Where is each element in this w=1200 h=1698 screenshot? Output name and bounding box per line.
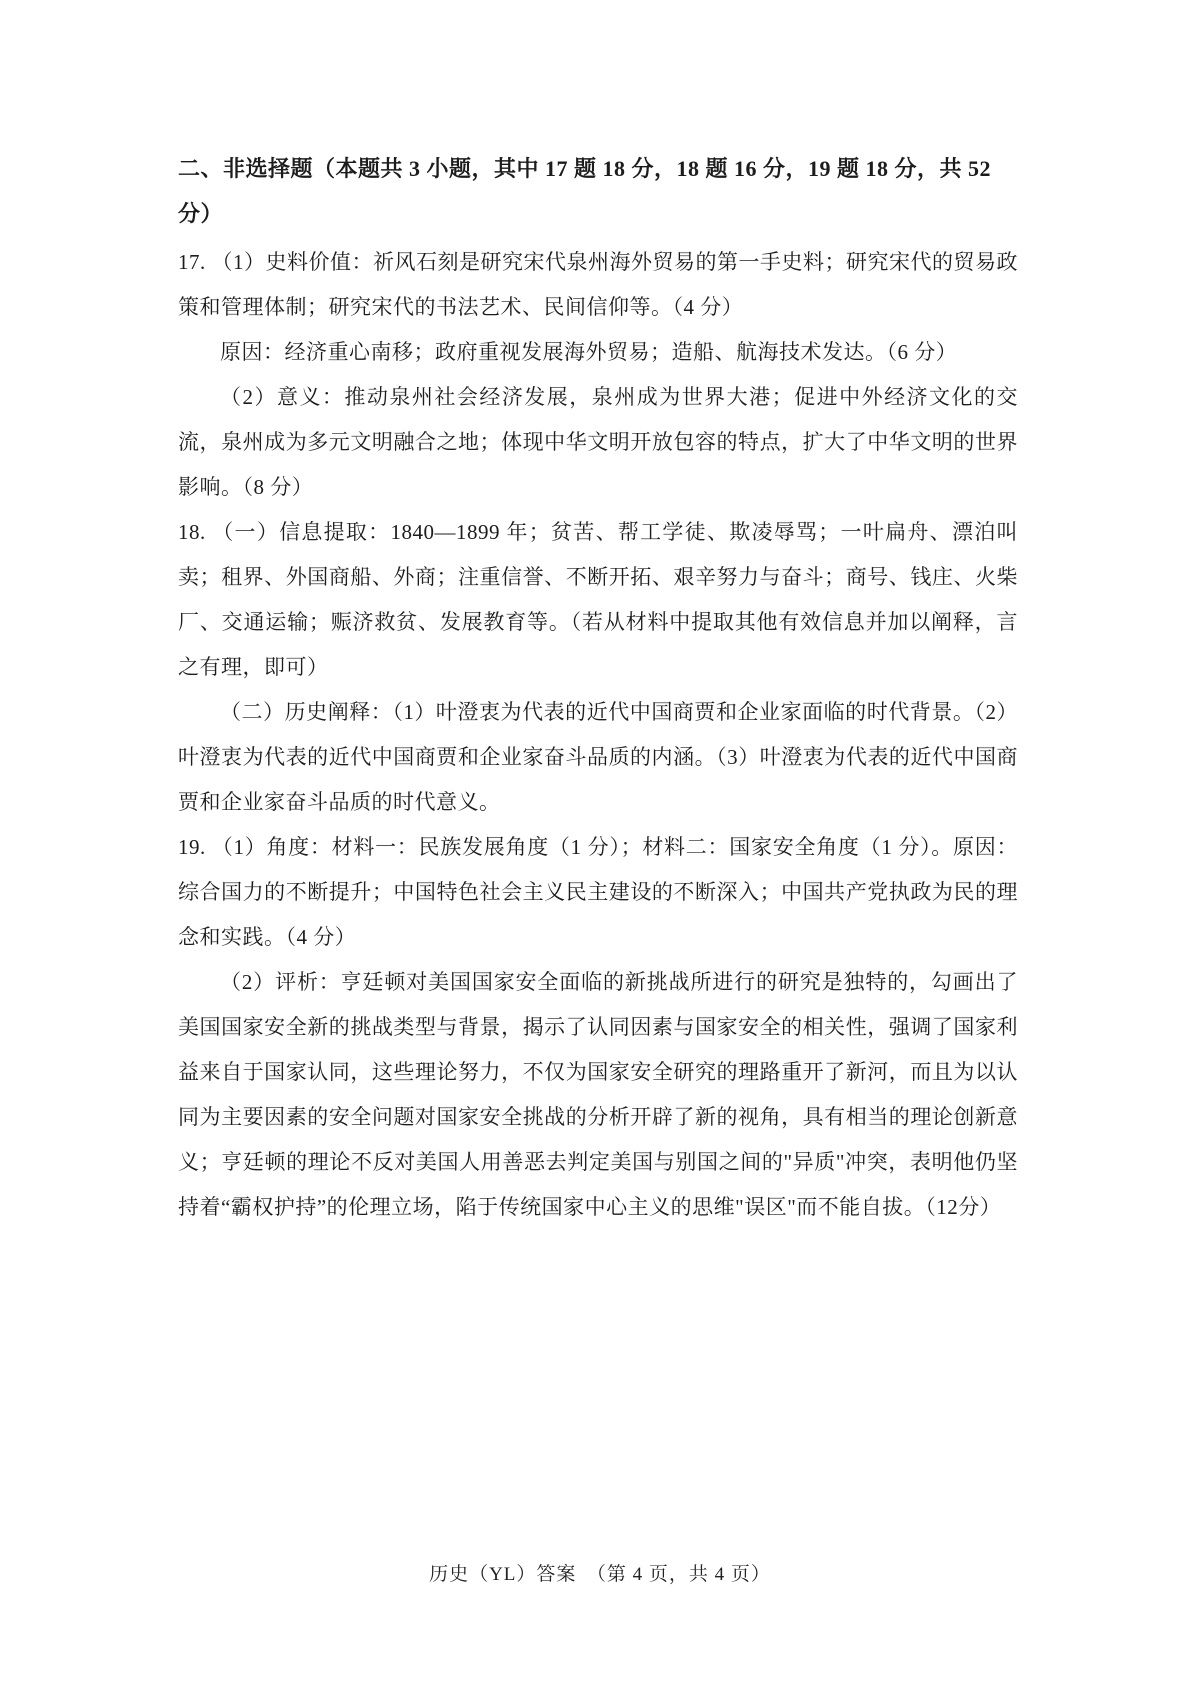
answer-paragraph-17-2: （2）意义：推动泉州社会经济发展，泉州成为世界大港；促进中外经济文化的交流，泉州成为多元文明融合之地；体现中华文明开放包容的特点，扩大了中华文明的世界影响。（8 分） bbox=[178, 385, 1018, 499]
answer-paragraph-18-2: （二）历史阐释：（1）叶澄衷为代表的近代中国商贾和企业家面临的时代背景。（2）叶澄衷为代表的近代中国商贾和企业家奋斗品质的内涵。（3）叶澄衷为代表的近代中国商贾和企业家奋斗品质的时代意义。 bbox=[178, 700, 1018, 814]
answer-paragraph-17-reason: 原因：经济重心南移；政府重视发展海外贸易；造船、航海技术发达。（6 分） bbox=[220, 340, 958, 364]
answer-content bbox=[178, 146, 1018, 1230]
answer-paragraph-19-1: 19. （1）角度：材料一：民族发展角度（1 分）；材料二：国家安全角度（1 分）。原因：综合国力的不断提升；中国特色社会主义民主建设的不断深入；中国共产党执政为民的理念和实践。（4 分） bbox=[178, 835, 1018, 949]
section-heading: 二、非选择题（本题共 3 小题，其中 17 题 18 分，18 题 16 分，19 题 18 分，共 52 分） bbox=[178, 156, 992, 226]
answer-paragraph-17-1: 17. （1）史料价值：祈风石刻是研究宋代泉州海外贸易的第一手史料；研究宋代的贸易政策和管理体制；研究宋代的书法艺术、民间信仰等。（4 分） bbox=[178, 250, 1018, 319]
page-footer: 历史（YL）答案 （第 4 页，共 4 页） bbox=[429, 1564, 771, 1585]
answer-paragraph-19-2: （2）评析：亨廷顿对美国国家安全面临的新挑战所进行的研究是独特的，勾画出了美国国家安全新的挑战类型与背景，揭示了认同因素与国家安全的相关性，强调了国家利益来自于国家认同，这些理论努力，不仅为国家安全研究的理路重开了新河，而且为以认同为主要因素的安全问题对国家安全挑战的分析开辟了新的视角，具有相当的理论创新意义；亨廷顿的理论不反对美国人用善恶去判定美国与别国之间的"异质"冲突，表明他仍坚持着“霸权护持”的伦理立场，陷于传统国家中心主义的思维"误区"而不能自拔。（12分） bbox=[178, 970, 1018, 1219]
answer-paragraph-18-1: 18. （一）信息提取：1840—1899 年；贫苦、帮工学徒、欺凌辱骂；一叶扁舟、漂泊叫卖；租界、外国商船、外商；注重信誉、不断开拓、艰辛努力与奋斗；商号、钱庄、火柴厂、交通运输；赈济救贫、发展教育等。（若从材料中提取其他有效信息并加以阐释，言之有理，即可） bbox=[178, 520, 1018, 679]
